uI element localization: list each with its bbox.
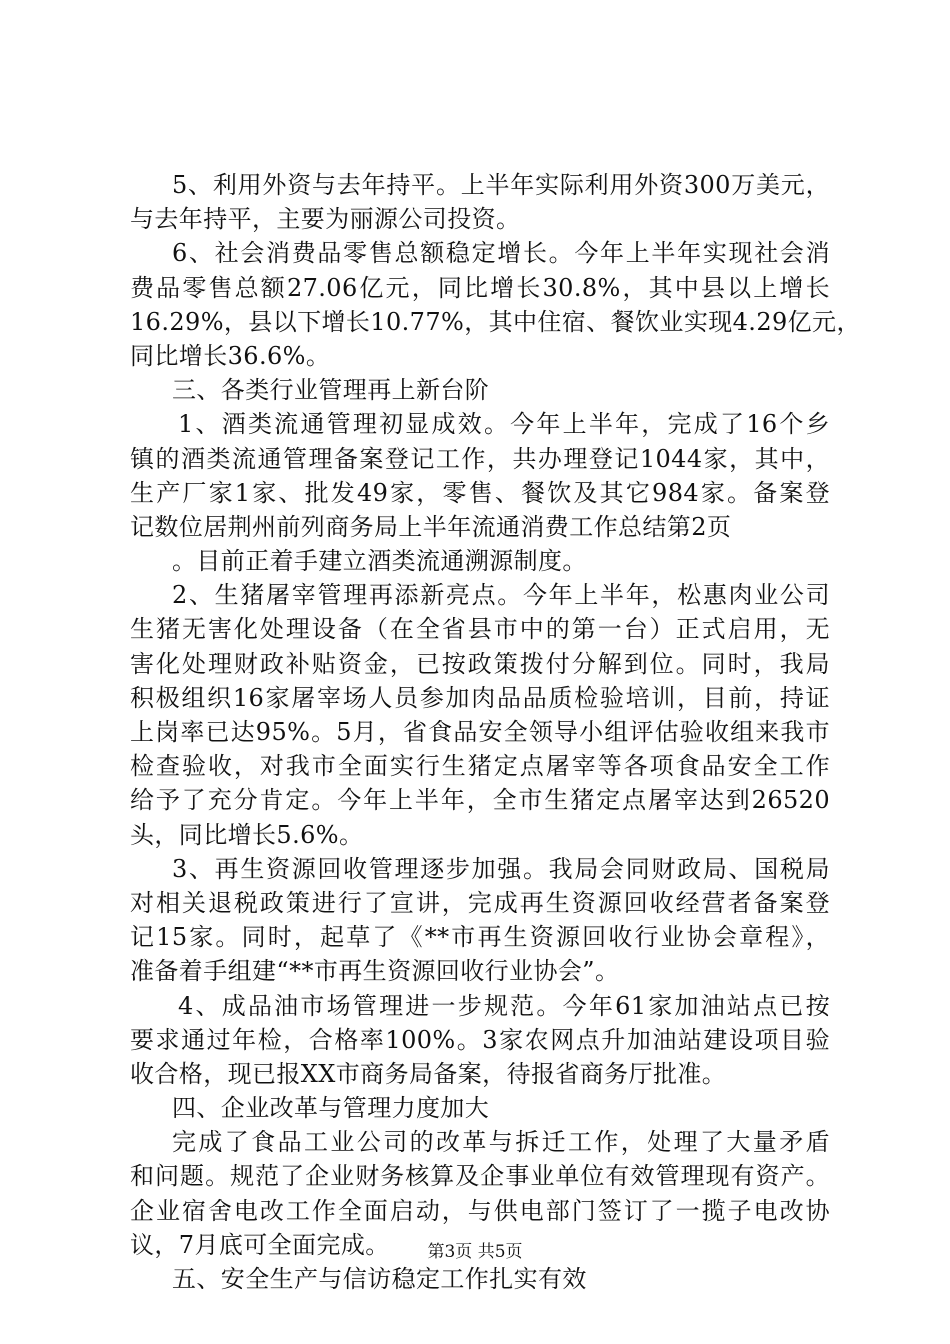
page-number-text: 第3页 共5页 (427, 1242, 523, 1262)
paragraph-line: 4、成品油市场管理进一步规范。今年61家加油站点已按 (178, 991, 830, 1020)
paragraph-line: 与去年持平，主要为丽源公司投资。 (130, 205, 521, 234)
paragraph-line: 害化处理财政补贴资金，已按政策拨付分解到位。同时，我局 (130, 649, 830, 678)
paragraph-line: 记数位居荆州前列商务局上半年流通消费工作总结第2页 (130, 512, 732, 541)
paragraph-line: 1、酒类流通管理初显成效。今年上半年，完成了16个乡 (178, 410, 830, 439)
paragraph-line: 对相关退税政策进行了宣讲，完成再生资源回收经营者备案登 (130, 888, 830, 917)
paragraph-line: 2、生猪屠宰管理再添新亮点。今年上半年，松惠肉业公司 (172, 581, 830, 610)
section-heading: 五、安全生产与信访稳定工作扎实有效 (172, 1265, 587, 1293)
paragraph-line: 议，7月底可全面完成。 (130, 1230, 390, 1259)
paragraph-line: 生猪无害化处理设备（在全省县市中的第一台）正式启用，无 (130, 615, 830, 644)
paragraph-line: 给予了充分肯定。今年上半年，全市生猪定点屠宰达到26520 (130, 786, 830, 815)
paragraph-line: 费品零售总额27.06亿元，同比增长30.8%，其中县以上增长 (130, 273, 830, 302)
paragraph-line: 6、社会消费品零售总额稳定增长。今年上半年实现社会消 (172, 239, 830, 268)
paragraph-line: 收合格，现已报XX市商务局备案，待报省商务厅批准。 (130, 1059, 727, 1088)
paragraph-line: 检查验收，对我市全面实行生猪定点屠宰等各项食品安全工作 (130, 752, 830, 781)
paragraph-line: 3、再生资源回收管理逐步加强。我局会同财政局、国税局 (172, 854, 830, 883)
page-footer (0, 1241, 950, 1263)
document-body (130, 168, 861, 1296)
paragraph-line: 同比增长36.6%。 (130, 341, 331, 370)
paragraph-line: 和问题。规范了企业财务核算及企事业单位有效管理现有资产。 (130, 1162, 830, 1191)
paragraph-line: 企业宿舍电改工作全面启动，与供电部门签订了一揽子电改协 (130, 1196, 830, 1225)
paragraph-line: 积极组织16家屠宰场人员参加肉品品质检验培训，目前，持证 (130, 683, 830, 712)
paragraph-line: 要求通过年检，合格率100%。3家农网点升加油站建设项目验 (130, 1025, 830, 1054)
section-heading: 四、企业改革与管理力度加大 (172, 1094, 490, 1123)
paragraph-line: 镇的酒类流通管理备案登记工作，共办理登记1044家，其中， (130, 444, 830, 473)
section-heading: 三、各类行业管理再上新台阶 (172, 376, 490, 405)
paragraph-line: 准备着手组建“**市再生资源回收行业协会”。 (130, 957, 620, 986)
paragraph-line: 。目前正着手建立酒类流通溯源制度。 (172, 547, 587, 576)
paragraph-line: 5、利用外资与去年持平。上半年实际利用外资300万美元， (172, 171, 830, 199)
paragraph-line: 完成了食品工业公司的改革与拆迁工作，处理了大量矛盾 (172, 1128, 830, 1157)
paragraph-line: 16.29%，县以下增长10.77%，其中住宿、餐饮业实现4.29亿元， (130, 307, 861, 336)
paragraph-line: 记15家。同时，起草了《**市再生资源回收行业协会章程》， (130, 923, 830, 952)
paragraph-line: 上岗率已达95%。5月，省食品安全领导小组评估验收组来我市 (130, 718, 830, 746)
paragraph-line: 头，同比增长5.6%。 (130, 820, 364, 849)
paragraph-line: 生产厂家1家、批发49家，零售、餐饮及其它984家。备案登 (130, 478, 830, 507)
